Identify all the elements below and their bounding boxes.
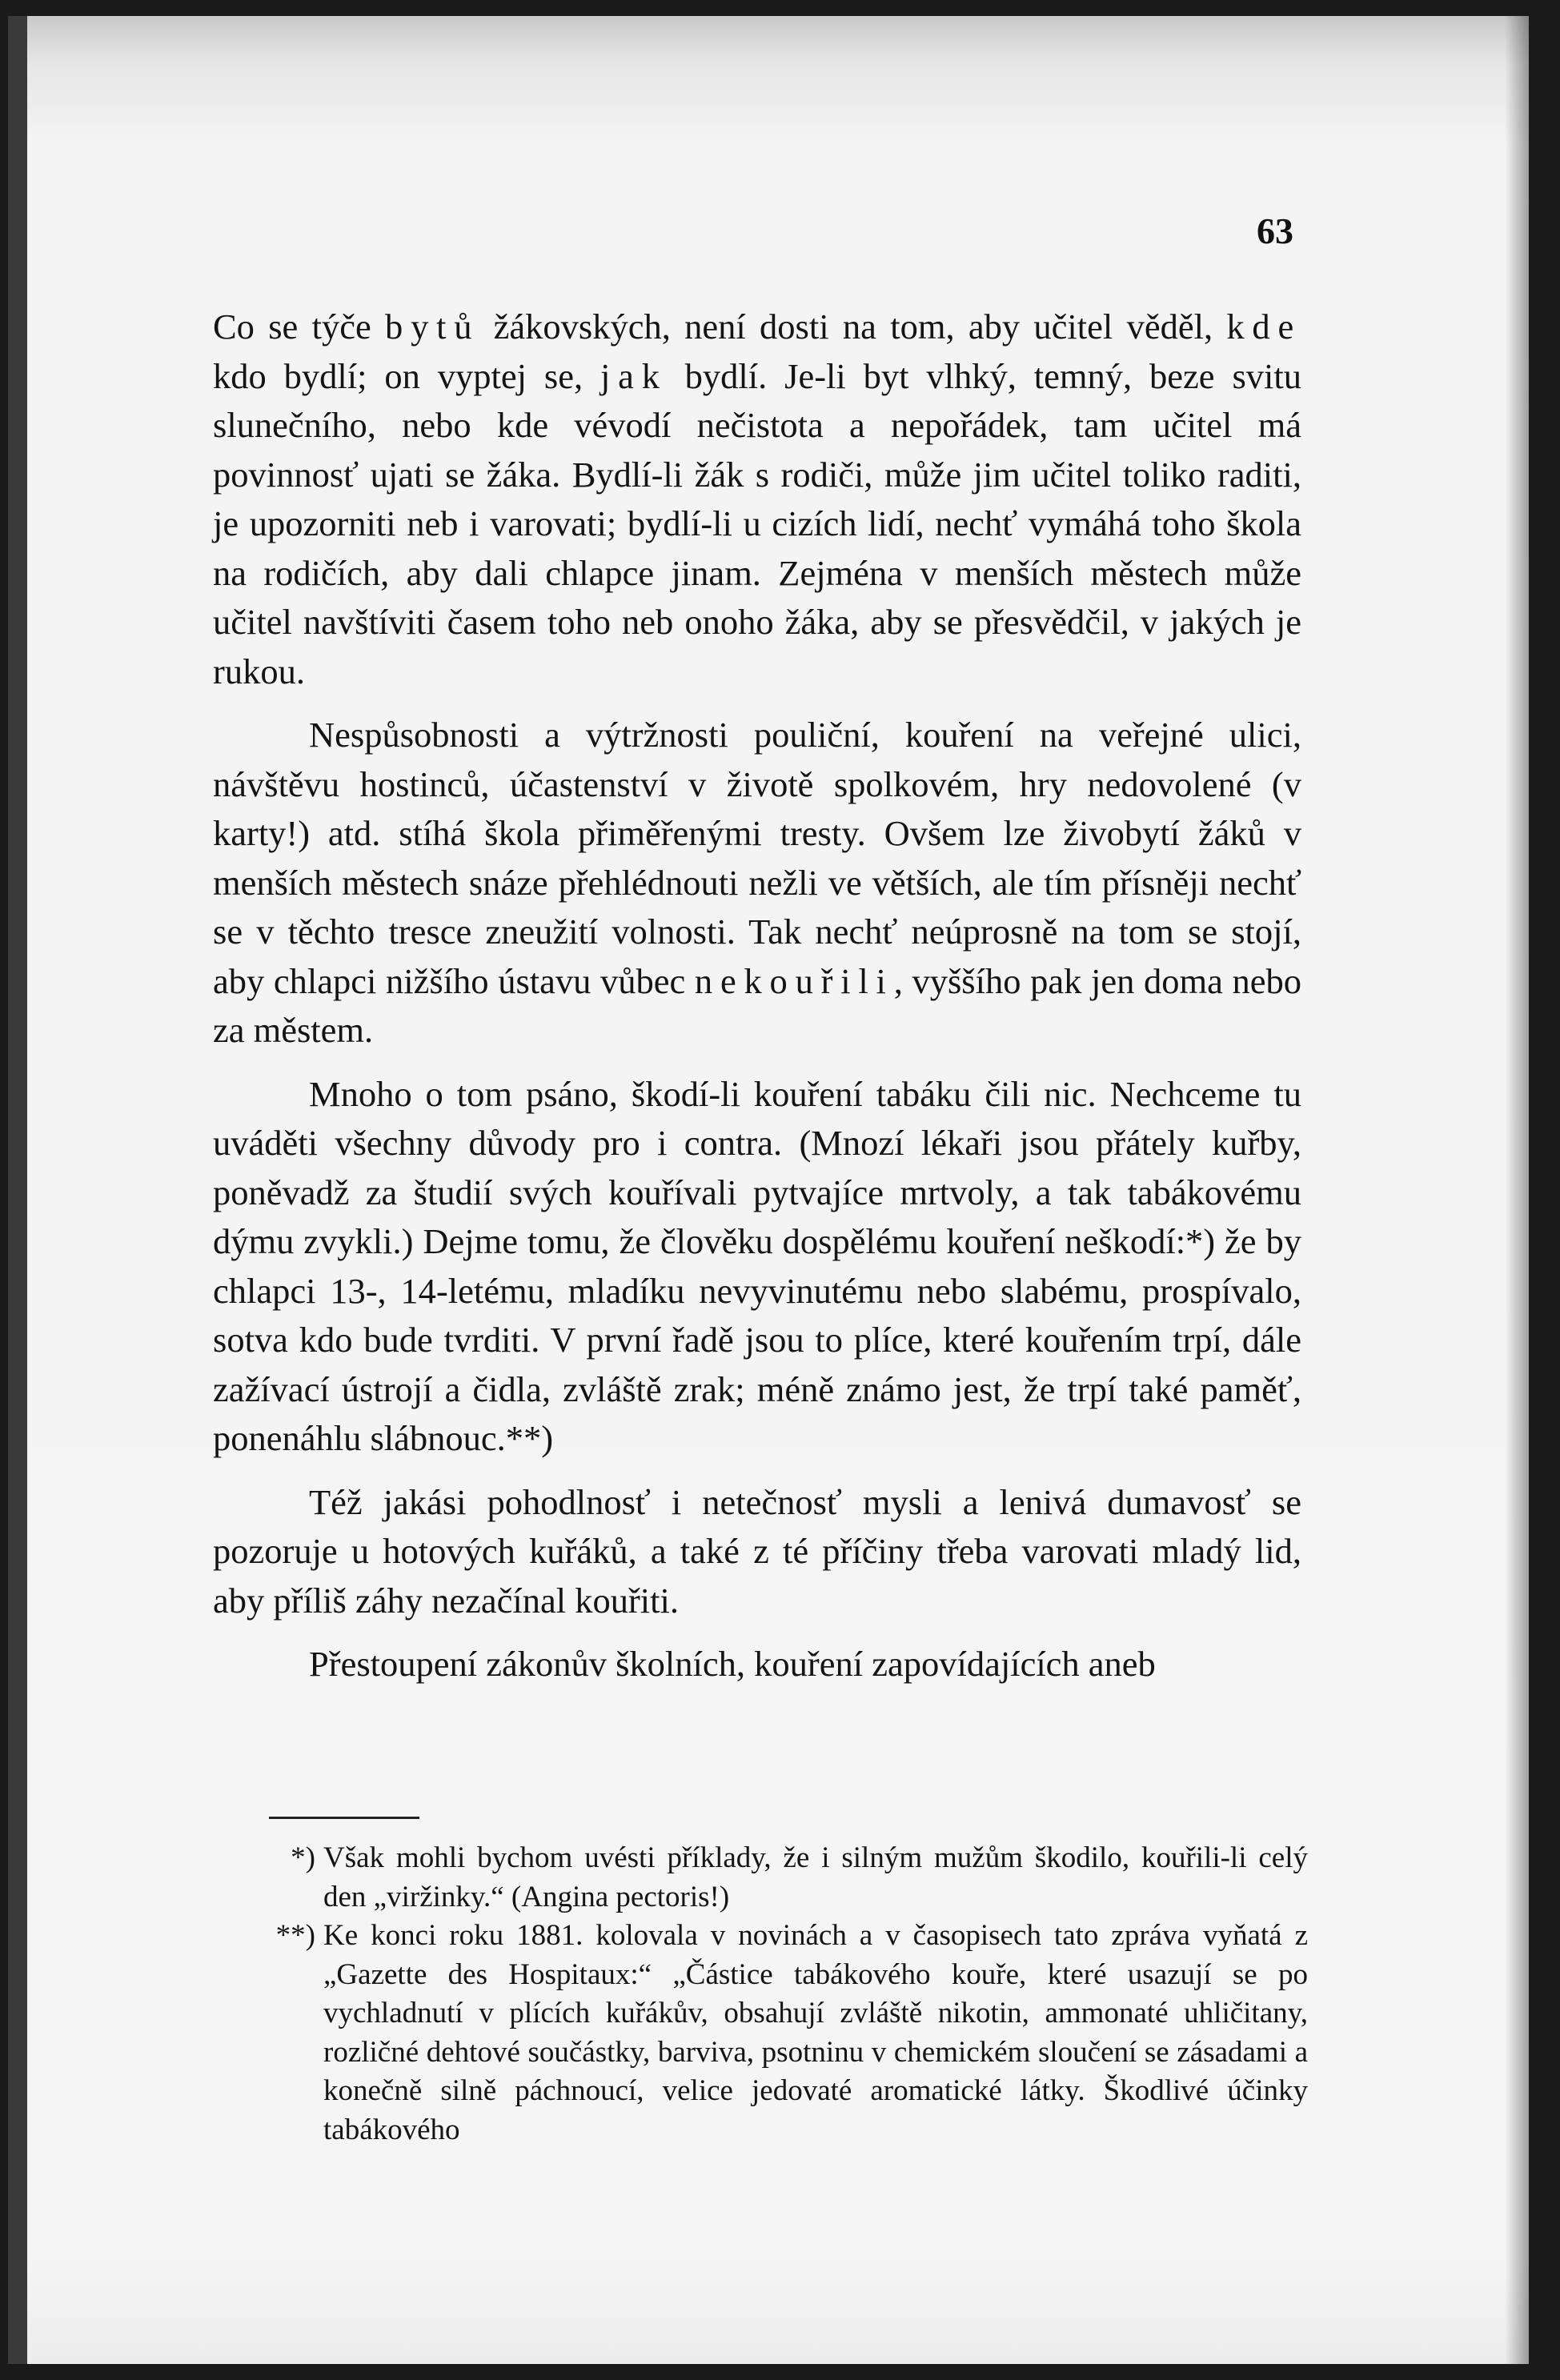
text-run: Též jakási pohodlnosť i netečnosť mysli a lenivá dumavosť se pozoruje u hotových kuřáků, a také z té příčiny třeba varovati mladý lid, aby příliš záhy nezačínal kouřiti. [213,1481,1301,1621]
text-run: Přestoupení zákonův školních, kouření zapovídajících aneb [309,1644,1156,1684]
footnote-rule [269,1817,419,1819]
text-run: žákovských, není dosti na tom, aby učitel věděl, [479,307,1227,347]
text-run: kdo bydlí; on vyptej se, [213,355,600,396]
paragraph [213,1640,1301,1689]
footnote [259,1917,1308,2150]
body-text [213,303,1301,1704]
paragraph [213,1478,1301,1626]
footnote-mark: *) [291,1841,315,1874]
text-run: Mnoho o tom psáno, škodí-li kouření tabáku čili nic. Nechceme tu uváděti všechny důvody pro i contra. (Mnozí lékaři jsou přátely kuřby, poněvadž za študií svých kouřívali pytvajíce mrtvoly, a tak tabákovému dýmu zvykli.) Dejme tomu, že člověku dospělému kouření neškodí:*) že by chlapci 13-, 14-letému, mladíku nevyvinutému nebo slabému, prospívalo, sotva kdo bude tvrditi. V první řadě jsou to plíce, které kouřením trpí, dále zažívací ústrojí a čidla, zvláště zrak; méně známo jest, že trpí také paměť, ponenáhlu slábnouc.**) [213,1073,1301,1458]
footnotes [259,1839,1308,2150]
footnote [259,1839,1308,1917]
footnote-text: Ke konci roku 1881. kolovala v novinách a v časopisech tato zpráva vyňatá z „Gazette des Hospitaux:“ „Částice tabákového kouře, které usazují se po vychladnutí v plících kuřákův, obsahují zvláště nikotin, ammonaté uhličitany, rozličné dehtové součástky, barviva, psotninu v chemickém sloučení se zásadami a konečně silně páchnoucí, velice jedovaté aromatické látky. Škodlivé účinky tabákového [323,1919,1308,2146]
footnote-text: Však mohli bychom uvésti příklady, že i silným mužům škodilo, kouřili-li celý den „viržinky.“ (Angina pectoris!) [323,1841,1308,1913]
text-run: Nespůsobnosti a výtržnosti pouliční, kouření na veřejné ulici, návštěvu hostinců, účastenství v životě spolkovém, hry nedovolené (v karty!) atd. stíhá škola přiměřenými tresty. Ovšem lze živobytí žáků v menších městech snáze přehlédnouti nežli ve větších, ale tím přísněji nechť se v těchto tresce zneužití volnosti. Tak nechť neúprosně na tom se stojí, aby chlapci nižšího ústavu vůbec [213,715,1301,1001]
paragraph [213,1070,1301,1464]
emphasis-spaced: jak [600,355,668,396]
scanned-page [8,16,1529,2364]
footnote-mark: **) [275,1919,315,1952]
emphasis-spaced: nekouřili [694,960,894,1001]
text-run: Co se týče [213,307,386,347]
paragraph [213,303,1301,696]
text-run: bydlí. Je-li byt vlhký, temný, beze svitu slunečního, nebo kde vévodí nečistota a nepořádek, tam učitel má povinnosť ujati se žáka. Bydlí-li žák s rodiči, může jim učitel toliko raditi, je upozorniti neb i varovati; bydlí-li u cizích lidí, nechť vymáhá toho škola na rodičích, aby dali chlapce jinam. Zejména v menších městech může učitel navštíviti časem toho neb onoho žáka, aby se přesvědčil, v jakých je rukou. [213,355,1301,691]
page-number: 63 [1257,210,1293,251]
emphasis-spaced: kde [1226,307,1302,347]
paragraph [213,711,1301,1056]
emphasis-spaced: bytů [385,307,480,347]
text-run: , vyššího pak jen doma nebo za městem. [213,960,1302,1050]
